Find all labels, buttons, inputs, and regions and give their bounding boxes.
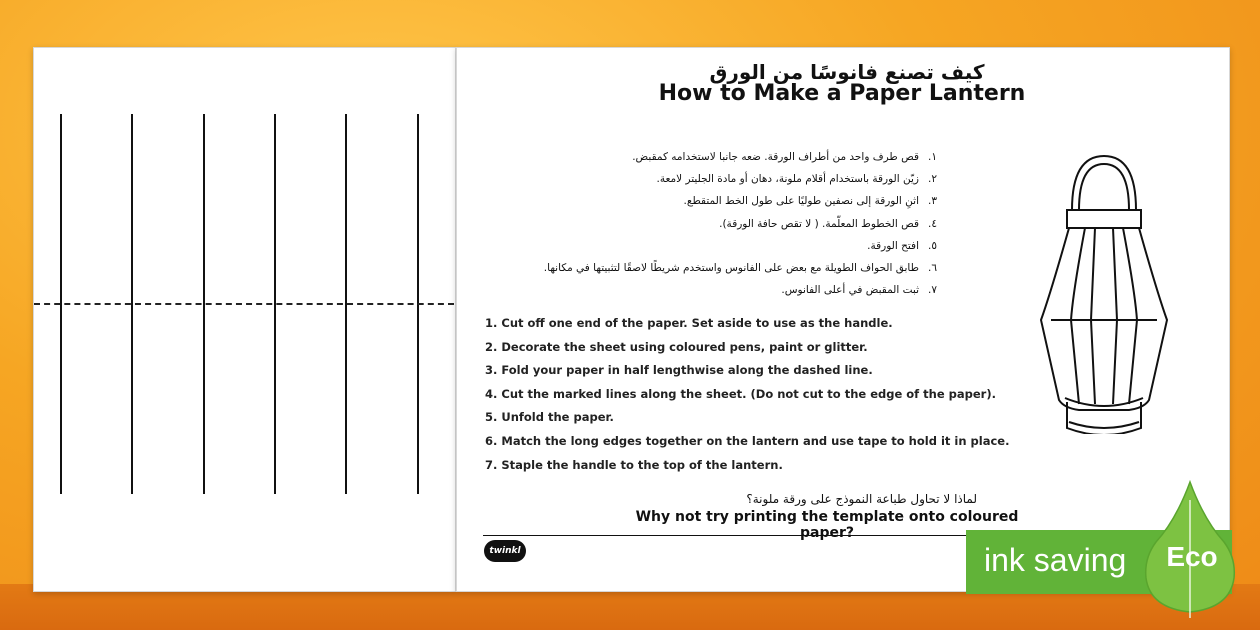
title-arabic: كيف تصنع فانوسًا من الورق xyxy=(709,60,985,84)
arabic-step: ٢.زيّن الورقة باستخدام أقلام ملونة، دهان أو مادة الجليتر لامعة. xyxy=(656,173,937,186)
tip-english: Why not try printing the template onto coloured paper? xyxy=(635,509,1019,541)
english-step: 2. Decorate the sheet using coloured pens, paint or glitter. xyxy=(485,339,868,354)
english-step: 7. Staple the handle to the top of the lantern. xyxy=(485,457,783,472)
arabic-step: ١.قص طرف واحد من أطراف الورقة. ضعه جانبا لاستخدامه كمقبض. xyxy=(632,151,937,163)
lantern-template-sheet xyxy=(33,47,456,592)
lantern-icon xyxy=(1039,152,1169,434)
english-steps xyxy=(485,312,1010,477)
arabic-steps xyxy=(497,146,937,301)
title-english: How to Make a Paper Lantern xyxy=(658,81,1026,106)
english-step: 6. Match the long edges together on the lantern and use tape to hold it in place. xyxy=(485,433,1010,448)
english-step: 4. Cut the marked lines along the sheet. (Do not cut to the edge of the paper). xyxy=(485,386,996,401)
tip-arabic: لماذا لا تحاول طباعة النموذج على ورقة ملونة؟ xyxy=(746,492,977,506)
eco-label: Eco xyxy=(1166,541,1218,572)
arabic-step: ٣.اثنِ الورقة إلى نصفين طوليًا على طول الخط المتقطع. xyxy=(683,195,937,208)
arabic-step: ٧.ثبت المقبض في أعلى الفانوس. xyxy=(781,284,937,297)
arabic-step: ٦.طابق الحواف الطويلة مع بعض على الفانوس واستخدم شريطًا لاصقًا لتثبيتها في مكانها. xyxy=(543,261,937,274)
fold-line xyxy=(34,303,454,305)
arabic-step: ٥.افتح الورقة. xyxy=(867,239,937,252)
english-step: 1. Cut off one end of the paper. Set aside to use as the handle. xyxy=(485,316,893,330)
english-step: 5. Unfold the paper. xyxy=(485,410,614,425)
ink-saving-label: ink saving xyxy=(984,542,1127,578)
arabic-step: ٤.قص الخطوط المعلّمة. ( لا تقص حافة الورقة). xyxy=(719,217,937,230)
instructions-sheet xyxy=(456,47,1230,592)
english-step: 3. Fold your paper in half lengthwise along the dashed line. xyxy=(485,363,873,378)
twinkl-logo: twinkl xyxy=(484,540,526,562)
